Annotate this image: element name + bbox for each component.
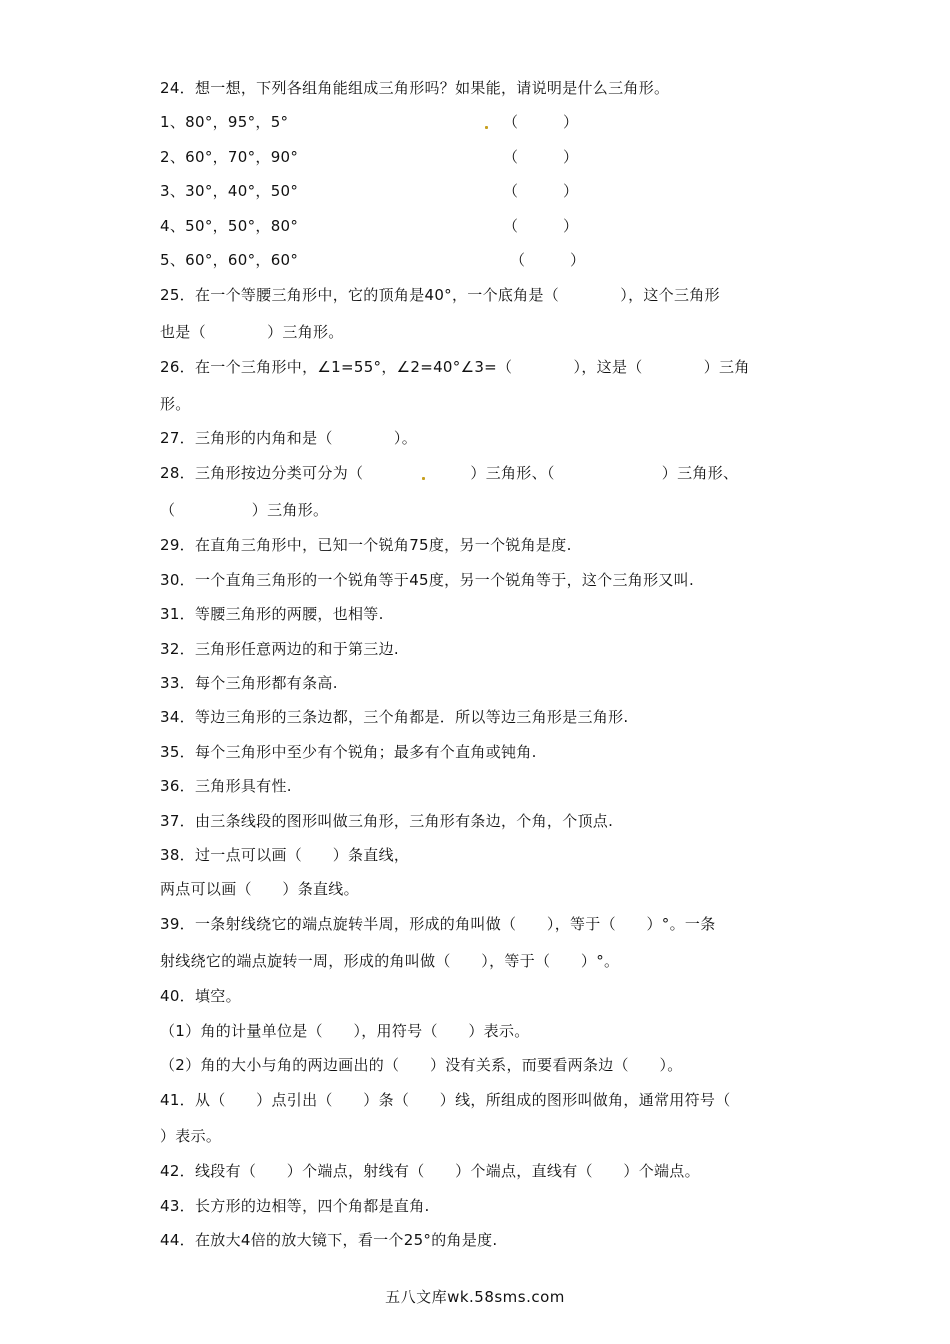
question-38-line-2: 两点可以画（ ）条直线。 — [160, 880, 359, 898]
question-27: 27．三角形的内角和是（ ）。 — [160, 429, 417, 447]
question-39-line-2: 射线绕它的端点旋转一周，形成的角叫做（ ），等于（ ）°。 — [160, 952, 620, 970]
question-26-line-2: 形。 — [160, 395, 191, 413]
question-28-line-1: 28．三角形按边分类可分为（ ）三角形、（ ）三角形、 — [160, 464, 739, 482]
question-33: 33．每个三角形都有条高. — [160, 674, 338, 692]
question-43: 43．长方形的边相等，四个角都是直角. — [160, 1197, 430, 1215]
question-37: 37．由三条线段的图形叫做三角形，三角形有条边，个角，个顶点. — [160, 812, 614, 830]
question-42: 42．线段有（ ）个端点，射线有（ ）个端点，直线有（ ）个端点。 — [160, 1162, 700, 1180]
q24-item-4-answer: （ ） — [503, 217, 579, 235]
q24-item-1: 1、80°，95°，5° — [160, 113, 289, 131]
question-34: 34．等边三角形的三条边都，三个角都是．所以等边三角形是三角形. — [160, 708, 629, 726]
question-30: 30．一个直角三角形的一个锐角等于45度，另一个锐角等于，这个三角形又叫. — [160, 571, 695, 589]
q24-item-5: 5、60°，60°，60° — [160, 251, 299, 269]
question-25-line-2: 也是（ ）三角形。 — [160, 323, 344, 341]
q24-item-2-answer: （ ） — [503, 148, 579, 166]
question-25-line-1: 25．在一个等腰三角形中，它的顶角是40°，一个底角是（ ），这个三角形 — [160, 286, 720, 304]
question-24-title: 24．想一想，下列各组角能组成三角形吗？如果能，请说明是什么三角形。 — [160, 79, 670, 97]
question-44: 44．在放大4倍的放大镜下，看一个25°的角是度. — [160, 1231, 498, 1249]
question-36: 36．三角形具有性. — [160, 777, 292, 795]
question-31: 31．等腰三角形的两腰，也相等. — [160, 605, 384, 623]
q24-item-5-answer: （ ） — [510, 251, 586, 269]
decorative-dot — [485, 126, 488, 129]
footer-watermark: 五八文库wk.58sms.com — [385, 1288, 565, 1306]
question-26-line-1: 26．在一个三角形中，∠1=55°，∠2=40°∠3=（ ），这是（ ）三角 — [160, 358, 750, 376]
question-41-line-2: ）表示。 — [160, 1127, 222, 1145]
question-41-line-1: 41．从（ ）点引出（ ）条（ ）线，所组成的图形叫做角，通常用符号（ — [160, 1091, 731, 1109]
question-40-part-2: （2）角的大小与角的两边画出的（ ）没有关系，而要看两条边（ ）。 — [160, 1056, 683, 1074]
question-32: 32．三角形任意两边的和于第三边. — [160, 640, 399, 658]
question-40-title: 40．填空。 — [160, 987, 241, 1005]
question-38-line-1: 38．过一点可以画（ ）条直线， — [160, 846, 410, 864]
q24-item-4: 4、50°，50°，80° — [160, 217, 299, 235]
question-40-part-1: （1）角的计量单位是（ ），用符号（ ）表示。 — [160, 1022, 530, 1040]
question-28-line-2: （ ）三角形。 — [160, 501, 329, 519]
question-39-line-1: 39．一条射线绕它的端点旋转半周，形成的角叫做（ ），等于（ ）°。一条 — [160, 915, 716, 933]
q24-item-3: 3、30°，40°，50° — [160, 182, 299, 200]
q24-item-3-answer: （ ） — [503, 182, 579, 200]
q24-item-2: 2、60°，70°，90° — [160, 148, 299, 166]
q24-item-1-answer: （ ） — [503, 113, 579, 131]
question-35: 35．每个三角形中至少有个锐角；最多有个直角或钝角. — [160, 743, 537, 761]
question-29: 29．在直角三角形中，已知一个锐角75度，另一个锐角是度. — [160, 536, 572, 554]
